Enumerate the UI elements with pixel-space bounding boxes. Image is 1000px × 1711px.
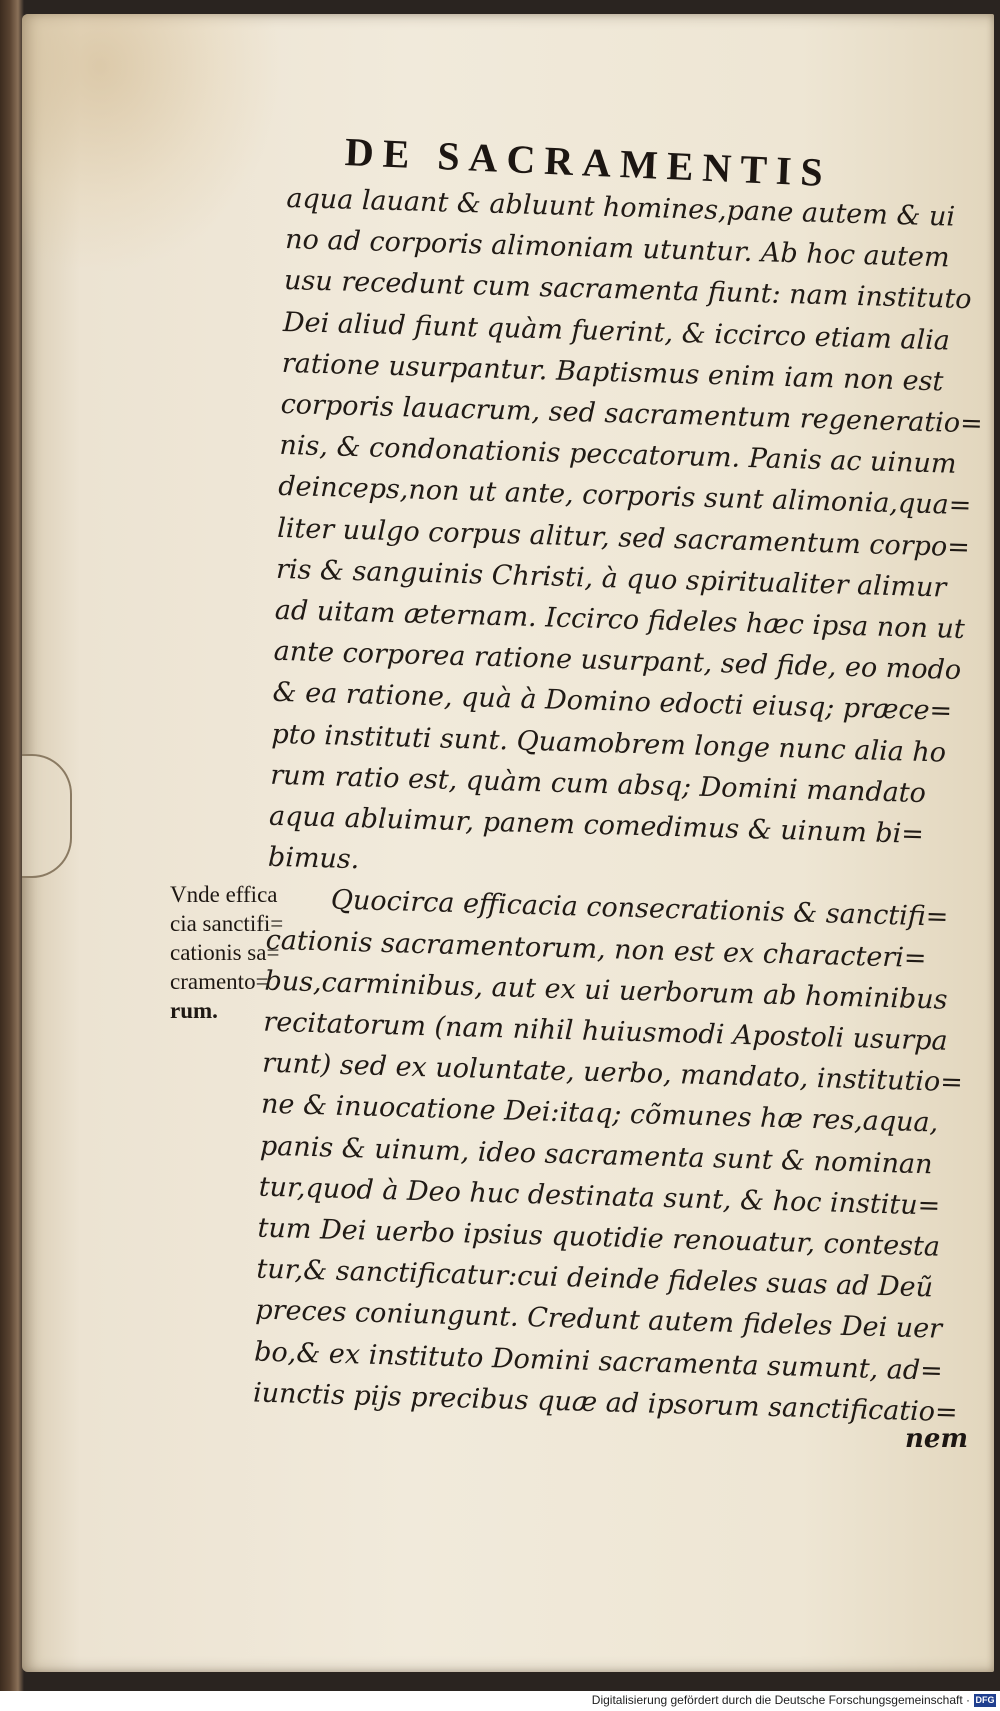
text-line: aqua lauant & abluunt homines,pane autem & ui [285,182,956,233]
text-line: aqua abluimur, panem comedimus & uinum bi= [268,800,925,851]
text-line: corporis lauacrum, sed sacramentum regeneratio= [280,388,984,440]
text-line: tum Dei uerbo ipsius quotidie renouatur, contesta [257,1212,941,1263]
catchword: nem [905,1424,968,1454]
text-line: tur,& sanctificatur:cui deinde fideles suas ad Deũ [256,1253,934,1304]
text-line: liter uulgo corpus alitur, sed sacramentum corpo= [276,512,971,563]
text-line: no ad corporis alimoniam utuntur. Ab hoc autem [284,224,950,274]
text-line: nis, & condonationis peccatorum. Panis ac uinum [279,430,957,481]
text-line: bo,& ex instituto Domini sacramenta sumunt, ad= [253,1336,944,1387]
text-line: usu recedunt cum sacramenta fiunt: nam instituto [283,265,972,316]
text-line: preces coniungunt. Credunt autem fideles Dei uer [254,1295,943,1346]
text-line: runt) sed ex uoluntate, uerbo, mandato, institutio= [261,1047,964,1099]
text-line: panis & uinum, ideo sacramenta sunt & nominan [259,1130,933,1181]
text-line: bimus. [267,841,360,876]
text-line: rum ratio est, quàm cum absq; Domini mandato [269,759,927,809]
footer-credit: Digitalisierung gefördert durch die Deutsche Forschungsgemeinschaft · [591,1693,970,1707]
running-head: DE SACRAMENTIS [344,129,833,196]
text-line: recitatorum (nam nihil huiusmodi Apostoli usurpa [262,1006,949,1057]
text-line: Dei aliud fiunt quàm fuerint, & iccirco etiam alia [282,306,951,357]
marginal-line: rum. [170,998,218,1023]
text-line: ante corporea ratione usurpant, sed fide, eo modo [273,636,962,687]
text-line: & ea ratione, quà à Domino edocti eiusq; præce= [272,677,953,728]
marginal-note [170,880,290,1025]
text-line: deinceps,non ut ante, corporis sunt alimonia,qua= [277,471,972,522]
digitization-footer [0,1691,1000,1711]
text-line: ris & sanguinis Christi, à quo spiritualiter alimur [275,553,947,604]
dfg-logo: DFG [975,1695,995,1705]
text-line: cationis sacramentorum, non est ex characteri= [265,924,927,974]
text-line: ne & inuocatione Dei:itaq; cõmunes hæ res,aqua, [260,1089,939,1140]
text-line: ratione usurpantur. Baptismus enim iam non est [281,347,944,398]
marginal-line: Vnde effica [170,882,278,907]
water-stain [22,14,282,274]
text-line: pto instituti sunt. Quamobrem longe nunc alia ho [271,718,947,769]
marginal-line: cia sanctifi= [170,911,284,936]
marginal-line: cationis sa= [170,940,280,965]
body-text [252,178,984,1432]
text-line: tur,quod à Deo huc destinata sunt, & hoc institu= [258,1171,941,1222]
text-line: Quocirca efficacia consecrationis & sanctifi= [330,884,949,934]
marginal-line: cramento= [170,969,269,994]
text-line: iunctis pijs precibus quæ ad ipsorum sanctificatio= [252,1377,959,1429]
text-line: bus,carminibus, aut ex ui uerborum ab hominibus [264,965,948,1016]
page-edge-tab [22,754,72,878]
text-line: ad uitam æternam. Iccirco fideles hæc ipsa non ut [274,594,966,646]
